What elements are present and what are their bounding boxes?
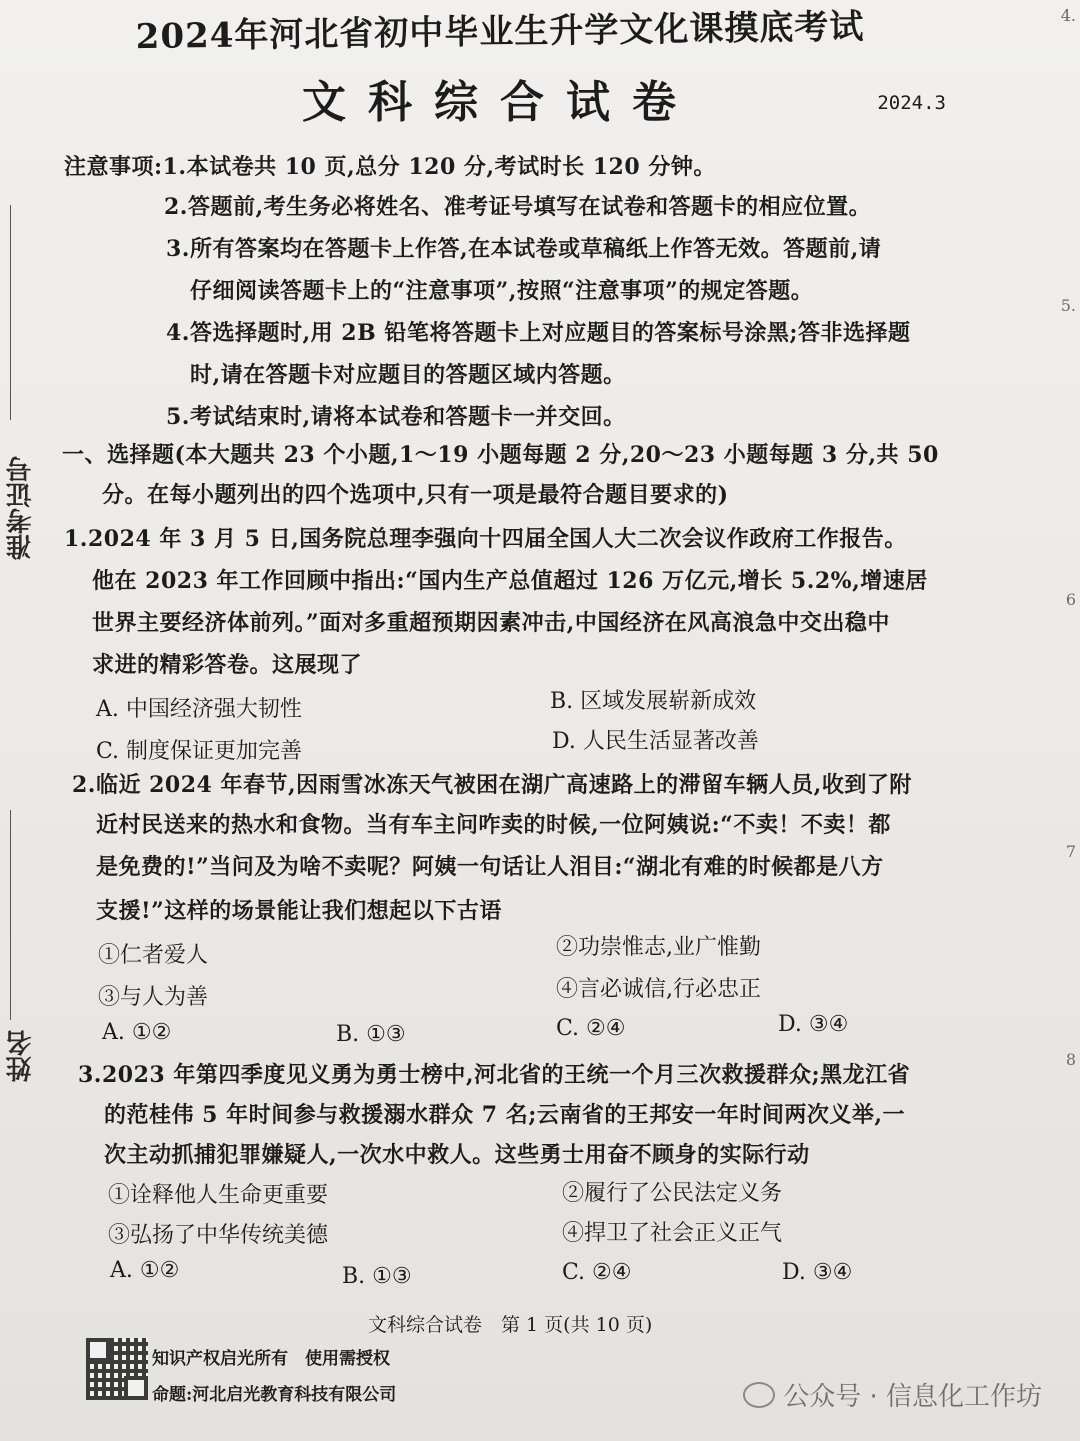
- section-heading-cont: 分。在每小题列出的四个选项中,只有一项是最符合题目要求的): [102, 482, 729, 508]
- bleed-number: 7: [1065, 842, 1076, 861]
- q2-option-a: A. ①②: [102, 1020, 172, 1045]
- q3-item-2: ②履行了公民法定义务: [562, 1181, 783, 1206]
- q2-stem-line: 支援!”这样的场景能让我们想起以下古语: [96, 898, 502, 924]
- qr-code-icon: [86, 1338, 148, 1400]
- bleed-number: 4.: [1060, 6, 1076, 25]
- q1-stem-line: 求进的精彩答卷。这展现了: [92, 652, 363, 678]
- q3-item-1: ①诠释他人生命更重要: [108, 1183, 329, 1208]
- q3-stem-line: 的范桂伟 5 年时间参与救援溺水群众 7 名;云南省的王邦安一年时间两次义举,一: [104, 1102, 906, 1128]
- q1-option-d: D. 人民生活显著改善: [552, 729, 759, 754]
- notice-line: 4.答选择题时,用 2B 铅笔将答题卡上对应题目的答案标号涂黑;答非选择题: [166, 320, 911, 346]
- q3-item-3: ③弘扬了中华传统美德: [108, 1223, 329, 1248]
- exam-title: 2024年河北省初中毕业生升学文化课摸底考试: [135, 6, 865, 58]
- bleed-number: 5.: [1060, 296, 1076, 315]
- q3-stem-line: 3.2023 年第四季度见义勇为勇士榜中,河北省的王统一个月三次救援群众;黑龙江省: [78, 1062, 911, 1088]
- q3-stem-line: 次主动抓捕犯罪嫌疑人,一次水中救人。这些勇士用奋不顾身的实际行动: [104, 1142, 810, 1168]
- watermark-text: 公众号 · 信息化工作坊: [783, 1382, 1042, 1412]
- notice-line: 5.考试结束时,请将本试卷和答题卡一并交回。: [166, 404, 626, 430]
- notice-line: 仔细阅读答题卡上的“注意事项”,按照“注意事项”的规定答题。: [190, 278, 814, 304]
- q1-option-a: A. 中国经济强大韧性: [96, 697, 302, 722]
- adjacent-page-edge: [1052, 0, 1080, 1441]
- q3-option-b: B. ①③: [342, 1264, 412, 1289]
- name-underline: [10, 810, 11, 1020]
- copyright-line: 知识产权启光所有 使用需授权: [152, 1349, 390, 1369]
- q2-stem-line: 是免费的!”当问及为啥不卖呢？阿姨一句话让人泪目:“湖北有难的时候都是八方: [96, 854, 884, 880]
- q1-option-c: C. 制度保证更加完善: [96, 739, 303, 764]
- q2-option-b: B. ①③: [336, 1022, 406, 1047]
- author-line: 命题:河北启光教育科技有限公司: [152, 1385, 397, 1405]
- id-underline: [10, 205, 11, 420]
- bleed-number: 8: [1065, 1050, 1076, 1069]
- q2-item-3: ③与人为善: [98, 985, 209, 1010]
- page-footer: 文科综合试卷 第 1 页(共 10 页): [368, 1314, 653, 1336]
- q2-stem-line: 近村民送来的热水和食物。当有车主问咋卖的时候,一位阿姨说:“不卖！不卖！都: [96, 812, 891, 838]
- q3-item-4: ④捍卫了社会正义正气: [562, 1221, 783, 1246]
- q2-item-2: ②功崇惟志,业广惟勤: [556, 935, 761, 960]
- notice-line: 3.所有答案均在答题卡上作答,在本试卷或草稿纸上作答无效。答题前,请: [166, 236, 882, 262]
- wechat-watermark: [743, 1376, 1042, 1413]
- q1-option-b: B. 区域发展崭新成效: [550, 689, 757, 714]
- section-heading: 一、选择题(本大题共 23 个小题,1～19 小题每题 2 分,20～23 小题每题 3 分,共 50: [62, 442, 939, 468]
- exam-date: 2024.3: [877, 92, 946, 114]
- bleed-number: 6: [1065, 590, 1076, 609]
- notice-line: 2.答题前,考生务必将姓名、准考证号填写在试卷和答题卡的相应位置。: [164, 194, 872, 220]
- q2-option-c: C. ②④: [556, 1016, 626, 1041]
- q2-item-1: ①仁者爱人: [98, 943, 209, 968]
- q1-stem-line: 他在 2023 年工作回顾中指出:“国内生产总值超过 126 万亿元,增长 5.2%,增速居: [92, 568, 928, 594]
- q2-option-d: D. ③④: [778, 1012, 849, 1037]
- q3-option-a: A. ①②: [110, 1258, 180, 1283]
- exam-id-label: 准考证号: [6, 456, 36, 560]
- q1-stem-line: 世界主要经济体前列。”面对多重超预期因素冲击,中国经济在风高浪急中交出稳中: [92, 610, 890, 636]
- name-label: 姓名: [6, 1030, 36, 1082]
- q1-stem-line: 1.2024 年 3 月 5 日,国务院总理李强向十四届全国人大二次会议作政府工作报告。: [64, 526, 907, 552]
- q2-stem-line: 2.临近 2024 年春节,因雨雪冰冻天气被困在湖广高速路上的滞留车辆人员,收到了附: [72, 772, 912, 798]
- q3-option-c: C. ②④: [562, 1260, 632, 1285]
- q3-option-d: D. ③④: [782, 1260, 853, 1285]
- wechat-icon: [743, 1382, 775, 1408]
- notice-line: 注意事项:1.本试卷共 10 页,总分 120 分,考试时长 120 分钟。: [64, 154, 716, 180]
- exam-subtitle: 文科综合试卷: [302, 77, 698, 128]
- notice-line: 时,请在答题卡对应题目的答题区域内答题。: [190, 362, 626, 388]
- q2-item-4: ④言必诚信,行必忠正: [556, 977, 761, 1002]
